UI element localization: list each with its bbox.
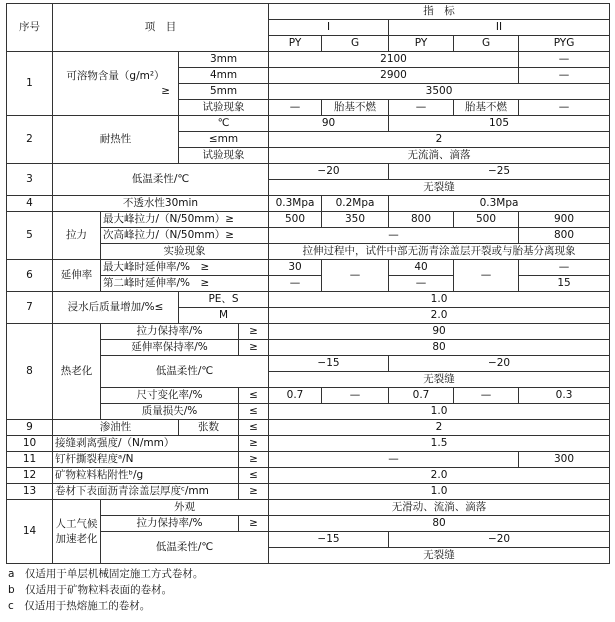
sub: 延伸率保持率/% [101, 340, 239, 356]
sub: 第二峰时延伸率/% ≥ [101, 276, 269, 292]
row-4 [7, 196, 610, 212]
row-6-name: 延伸率 [53, 260, 101, 292]
value: 80 [269, 340, 610, 356]
sub: 尺寸变化率/% [101, 388, 239, 404]
sub: ≤ [239, 388, 269, 404]
value: — [454, 388, 519, 404]
value: — [322, 388, 389, 404]
row-8 [7, 324, 610, 340]
row-7 [7, 292, 610, 308]
sub: PE、S [179, 292, 269, 308]
sub: ≥ [239, 324, 269, 340]
value: 2100 [269, 52, 519, 68]
row-3 [7, 164, 610, 180]
value: 80 [269, 516, 610, 532]
row-7-name: 浸水后质量增加/%≤ [53, 292, 179, 324]
header-row-1 [7, 4, 610, 20]
value: — [269, 228, 519, 244]
value: 500 [454, 212, 519, 228]
sub: M [179, 308, 269, 324]
value: −20 [389, 532, 610, 548]
sub-3mm: 3mm [179, 52, 269, 68]
row-1 [7, 52, 610, 68]
sub: 张数 [179, 420, 239, 436]
value: 800 [389, 212, 454, 228]
sub-observation: 试验现象 [179, 100, 269, 116]
value: 350 [322, 212, 389, 228]
value: — [519, 68, 610, 84]
value: — [519, 100, 610, 116]
value: — [389, 276, 454, 292]
value: 无裂缝 [269, 180, 610, 196]
sub: 试验现象 [179, 148, 269, 164]
value: — [389, 100, 454, 116]
sub: 外观 [101, 500, 269, 516]
value: 900 [519, 212, 610, 228]
sub: ≤ [239, 468, 269, 484]
sub: ≤ [239, 420, 269, 436]
row-1-name: 可溶物含量（g/m²） ≥ [53, 52, 179, 116]
sub: 质量损失/% [101, 404, 239, 420]
row-13 [7, 484, 610, 500]
row-number: 10 [7, 436, 53, 452]
col-py-2: PY [389, 36, 454, 52]
row-number: 8 [7, 324, 53, 420]
value: 2.0 [269, 308, 610, 324]
value: −25 [389, 164, 610, 180]
row-14-name: 人工气候 加速老化 [53, 500, 101, 564]
row-number: 6 [7, 260, 53, 292]
value: 胎基不燃 [322, 100, 389, 116]
row-10-name: 接缝剥离强度/（N/mm） [53, 436, 239, 452]
value: 无流淌、滴落 [269, 148, 610, 164]
value: 105 [389, 116, 610, 132]
footnote-a: a 仅适用于单层机械固定施工方式卷材。 [8, 568, 204, 580]
sub: ≥ [239, 436, 269, 452]
value: — [269, 276, 322, 292]
sub: 低温柔性/℃ [101, 532, 269, 564]
row-13-name: 卷材下表面沥青涂盖层厚度ᶜ/mm [53, 484, 239, 500]
value: 2900 [269, 68, 519, 84]
value: 0.7 [269, 388, 322, 404]
value: 2.0 [269, 468, 610, 484]
row-6 [7, 260, 610, 276]
value: 2 [269, 420, 610, 436]
value: 0.2Mpa [322, 196, 389, 212]
sub-4mm: 4mm [179, 68, 269, 84]
row-14 [7, 500, 610, 516]
value: 15 [519, 276, 610, 292]
sub: ≤ [239, 404, 269, 420]
value: 1.0 [269, 484, 610, 500]
value: 0.3Mpa [269, 196, 322, 212]
value: 300 [519, 452, 610, 468]
sub: 次高峰拉力/（N/50mm）≥ [101, 228, 269, 244]
sub: ≥ [239, 452, 269, 468]
row-5 [7, 212, 610, 228]
row-number: 13 [7, 484, 53, 500]
value: 无滑动、流淌、滴落 [269, 500, 610, 516]
value: — [454, 260, 519, 292]
value: — [269, 452, 519, 468]
value: — [269, 100, 322, 116]
value: −15 [269, 532, 389, 548]
value: 800 [519, 228, 610, 244]
value: −20 [269, 164, 389, 180]
value: — [519, 52, 610, 68]
row-2 [7, 116, 610, 132]
value: 40 [389, 260, 454, 276]
value: 0.3 [519, 388, 610, 404]
value: 0.7 [389, 388, 454, 404]
value: −15 [269, 356, 389, 372]
col-g-2: G [454, 36, 519, 52]
value: 500 [269, 212, 322, 228]
row-number: 14 [7, 500, 53, 564]
sub: 低温柔性/℃ [101, 356, 269, 388]
value: 拉伸过程中，试件中部无沥青涂盖层开裂或与胎基分离现象 [269, 244, 610, 260]
grade-2-header: II [389, 20, 610, 36]
row-number: 2 [7, 116, 53, 164]
col-g-1: G [322, 36, 389, 52]
value: 90 [269, 116, 389, 132]
footnote-c: c 仅适用于热熔施工的卷材。 [8, 600, 151, 612]
value: — [322, 260, 389, 292]
row-8-name: 热老化 [53, 324, 101, 420]
row-number: 3 [7, 164, 53, 196]
grade-1-header: I [269, 20, 389, 36]
value: 2 [269, 132, 610, 148]
col-py-1: PY [269, 36, 322, 52]
value: 1.0 [269, 404, 610, 420]
sub: 实验现象 [101, 244, 269, 260]
indicator-header: 指 标 [269, 4, 610, 20]
footnote-b: b 仅适用于矿物粒料表面的卷材。 [8, 584, 173, 596]
row-number: 5 [7, 212, 53, 260]
value: 3500 [269, 84, 610, 100]
sub: ≤mm [179, 132, 269, 148]
sub: ≥ [239, 484, 269, 500]
col-pyg: PYG [519, 36, 610, 52]
row-number: 4 [7, 196, 53, 212]
row-9-name: 渗油性 [53, 420, 179, 436]
value: 90 [269, 324, 610, 340]
value: 无裂缝 [269, 548, 610, 564]
value: 胎基不燃 [454, 100, 519, 116]
value: 无裂缝 [269, 372, 610, 388]
value: — [519, 260, 610, 276]
item-header: 项 目 [53, 4, 269, 52]
value: 30 [269, 260, 322, 276]
sub: 最大峰时延伸率/% ≥ [101, 260, 269, 276]
row-number: 7 [7, 292, 53, 324]
row-12-name: 矿物粒料粘附性ᵇ/g [53, 468, 239, 484]
value: 0.3Mpa [389, 196, 610, 212]
row-4-name: 不透水性30min [53, 196, 269, 212]
row-number: 1 [7, 52, 53, 116]
row-number: 11 [7, 452, 53, 468]
value: 1.0 [269, 292, 610, 308]
row-2-name: 耐热性 [53, 116, 179, 164]
row-number: 12 [7, 468, 53, 484]
value: −20 [389, 356, 610, 372]
row-11 [7, 452, 610, 468]
row-number: 9 [7, 420, 53, 436]
sub: ≥ [239, 516, 269, 532]
row-9 [7, 420, 610, 436]
sub: 最大峰拉力/（N/50mm）≥ [101, 212, 269, 228]
sub: ≥ [239, 340, 269, 356]
row-3-name: 低温柔性/℃ [53, 164, 269, 196]
seq-header: 序号 [7, 4, 53, 52]
row-10 [7, 436, 610, 452]
sub: 拉力保持率/% [101, 324, 239, 340]
value: 1.5 [269, 436, 610, 452]
spec-table [6, 3, 610, 564]
sub: 拉力保持率/% [101, 516, 239, 532]
row-5-name: 拉力 [53, 212, 101, 260]
row-12 [7, 468, 610, 484]
sub: ℃ [179, 116, 269, 132]
sub-5mm: 5mm [179, 84, 269, 100]
footnotes [8, 566, 203, 614]
row-11-name: 钉杆撕裂程度ᵃ/N [53, 452, 239, 468]
